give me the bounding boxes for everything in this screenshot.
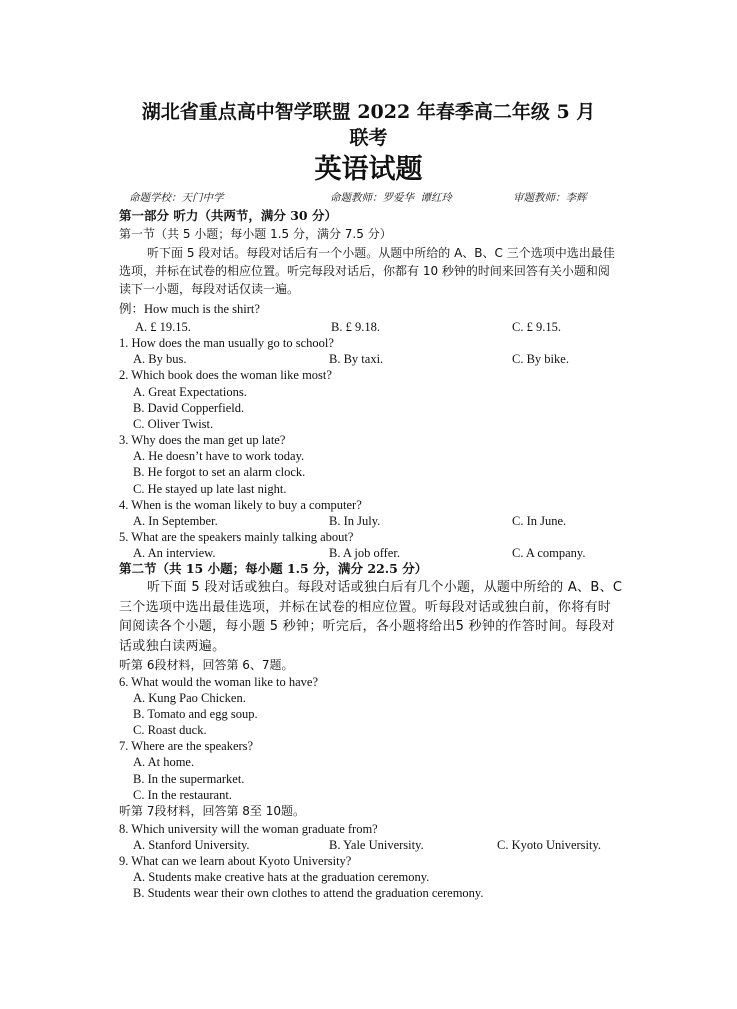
listen-material-6: 听第 6段材料，回答第 6、7题。	[119, 658, 294, 672]
section1-instructions: 听下面 5 段对话。每段对话后有一个小题。从题中所给的 A、B、C 三个选项中选出最佳选项，并标在试卷的相应位置。听完每段对话后，你都有 10 秒钟的时间来回答有关小题和阅读下一小题，每段对话仅读一遍。	[119, 246, 615, 296]
q4-option-b: B. In July.	[329, 514, 381, 528]
example-question: 例：How much is the shirt?	[119, 302, 260, 316]
reviewer-info: 审题教师：李辉	[513, 192, 587, 204]
part1-heading: 第一部分 听力（共两节，满分 30 分）	[119, 208, 337, 223]
question-3: 3. Why does the man get up late?	[119, 433, 286, 447]
question-4: 4. When is the woman likely to buy a computer?	[119, 498, 362, 512]
setter-info: 命题教师：罗爱华 谭红玲	[330, 192, 452, 204]
q7-option-b: B. In the supermarket.	[133, 772, 245, 786]
section1-heading: 第一节（共 5 小题；每小题 1.5 分，满分 7.5 分）	[119, 227, 392, 241]
question-2: 2. Which book does the woman like most?	[119, 368, 332, 382]
q2-option-a: A. Great Expectations.	[133, 385, 247, 399]
example-option-a: A. £ 19.15.	[135, 320, 191, 334]
q1-option-c: C. By bike.	[512, 352, 569, 366]
example-option-c: C. £ 9.15.	[512, 320, 561, 334]
q3-option-b: B. He forgot to set an alarm clock.	[133, 465, 306, 479]
q8-option-a: A. Stanford University.	[133, 838, 250, 852]
q4-option-c: C. In June.	[512, 514, 567, 528]
example-option-b: B. £ 9.18.	[331, 320, 380, 334]
q5-option-c: C. A company.	[512, 546, 586, 560]
question-7: 7. Where are the speakers?	[119, 739, 254, 753]
q5-option-b: B. A job offer.	[329, 546, 400, 560]
school-info: 命题学校：天门中学	[129, 192, 224, 204]
section2-instructions: 听下面 5 段对话或独白。每段对话或独白后有几个小题，从题中所给的 A、B、C 三个选项中选出最佳选项，并标在试卷的相应位置。听每段对话或独白前，你将有时间阅读各个小题，每小题 5 秒钟；听完后，各小题将给出5 秒钟的作答时间。每段对话或独白读两遍。	[119, 580, 623, 654]
q8-option-c: C. Kyoto University.	[497, 838, 602, 852]
question-6: 6. What would the woman like to have?	[119, 675, 319, 689]
question-5: 5. What are the speakers mainly talking about?	[119, 530, 354, 544]
q7-option-a: A. At home.	[133, 755, 195, 769]
q3-option-c: C. He stayed up late last night.	[133, 482, 287, 496]
q4-option-a: A. In September.	[133, 514, 218, 528]
question-9: 9. What can we learn about Kyoto University?	[119, 854, 352, 868]
q3-option-a: A. He doesn’t have to work today.	[133, 449, 305, 463]
listen-material-7: 听第 7段材料，回答第 8至 10题。	[119, 804, 305, 818]
q2-option-b: B. David Copperfield.	[133, 401, 245, 415]
q1-option-b: B. By taxi.	[329, 352, 384, 366]
q7-option-c: C. In the restaurant.	[133, 788, 232, 802]
q1-option-a: A. By bus.	[133, 352, 187, 366]
q9-option-a: A. Students make creative hats at the graduation ceremony.	[133, 870, 430, 884]
subject-title: 英语试题	[314, 154, 423, 185]
q6-option-a: A. Kung Pao Chicken.	[133, 691, 246, 705]
q9-option-b: B. Students wear their own clothes to attend the graduation ceremony.	[133, 886, 484, 900]
q5-option-a: A. An interview.	[133, 546, 216, 560]
q6-option-b: B. Tomato and egg soup.	[133, 707, 258, 721]
section2-heading: 第二节（共 15 小题；每小题 1.5 分，满分 22.5 分）	[119, 561, 428, 576]
exam-title-line1: 湖北省重点高中智学联盟 2022 年春季高二年级 5 月	[141, 101, 596, 123]
exam-title-line2: 联考	[349, 127, 388, 149]
q8-option-b: B. Yale University.	[329, 838, 424, 852]
q2-option-c: C. Oliver Twist.	[133, 417, 214, 431]
question-8: 8. Which university will the woman graduate from?	[119, 822, 378, 836]
question-1: 1. How does the man usually go to school?	[119, 336, 334, 350]
q6-option-c: C. Roast duck.	[133, 723, 207, 737]
